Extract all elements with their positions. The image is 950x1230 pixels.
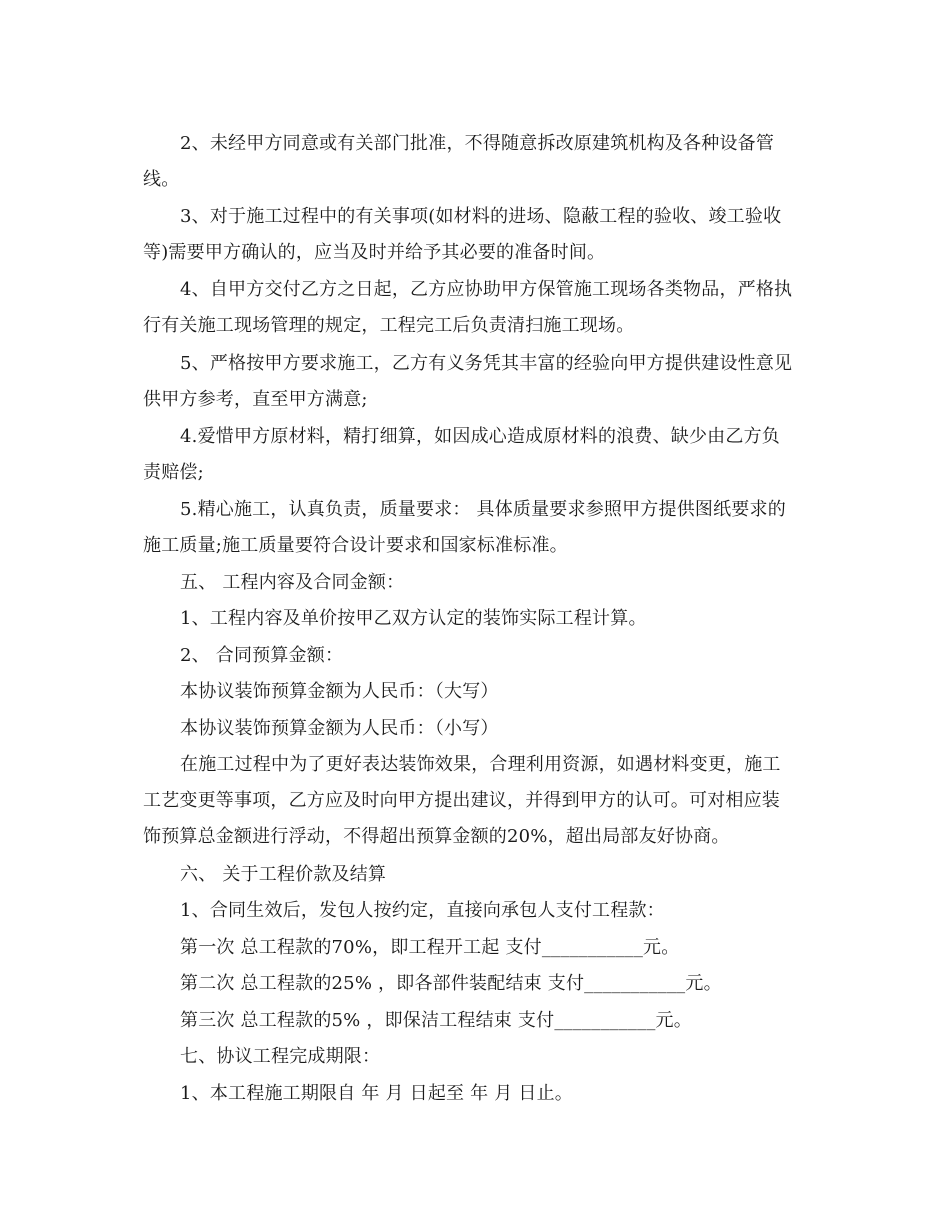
section-6-item-1: 1、合同生效后，发包人按约定，直接向承包人支付工程款：: [180, 900, 665, 921]
clause-3-confirmation: 3、对于施工过程中的有关事项(如材料的进场、隐蔽工程的验收、竣工验收等)需要甲方确认的，应当及时并给予其必要的准备时间。: [143, 206, 782, 263]
payment-second: 第二次 总工程款的25% ，即各部件装配结束 支付___________元。: [180, 973, 722, 994]
section-5-item-1: 1、工程内容及单价按甲乙双方认定的装饰实际工程计算。: [180, 608, 647, 629]
payment-first: 第一次 总工程款的70%，即工程开工起 支付___________元。: [180, 937, 680, 958]
budget-amount-lowercase: 本协议装饰预算金额为人民币：（小写）: [180, 718, 499, 739]
section-5-heading: 五、 工程内容及合同金额：: [180, 572, 405, 593]
section-6-heading: 六、 关于工程价款及结算: [180, 864, 387, 885]
clause-2-no-alteration: 2、未经甲方同意或有关部门批准，不得随意拆改原建筑机构及各种设备管线。: [143, 133, 775, 190]
budget-variation-paragraph: 在施工过程中为了更好表达装饰效果，合理利用资源，如遇材料变更，施工工艺变更等事项，乙方应及时向甲方提出建议，并得到甲方的认可。可对相应装饰预算总金额进行浮动，不得超出预算金额的20%，超出局部友好协商。: [143, 754, 781, 847]
payment-third: 第三次 总工程款的5% ，即保洁工程结束 支付___________元。: [180, 1010, 692, 1031]
section-5-item-2: 2、 合同预算金额：: [180, 645, 344, 666]
budget-amount-uppercase: 本协议装饰预算金额为人民币：（大写）: [180, 681, 499, 702]
clause-5-quality: 5.精心施工，认真负责，质量要求： 具体质量要求参照甲方提供图纸要求的施工质量;施工质量要符合设计要求和国家标准标准。: [143, 499, 786, 556]
clause-4-site-management: 4、自甲方交付乙方之日起，乙方应协助甲方保管施工现场各类物品，严格执行有关施工现场管理的规定，工程完工后负责清扫施工现场。: [143, 279, 793, 336]
clause-5-construction: 5、严格按甲方要求施工，乙方有义务凭其丰富的经验向甲方提供建设性意见供甲方参考，直至甲方满意;: [143, 353, 793, 410]
section-7-heading: 七、协议工程完成期限：: [180, 1046, 381, 1067]
section-7-item-1: 1、本工程施工期限自 年 月 日起至 年 月 日止。: [180, 1083, 573, 1104]
clause-4-materials: 4.爱惜甲方原材料，精打细算，如因成心造成原材料的浪费、缺少由乙方负责赔偿;: [143, 426, 780, 483]
